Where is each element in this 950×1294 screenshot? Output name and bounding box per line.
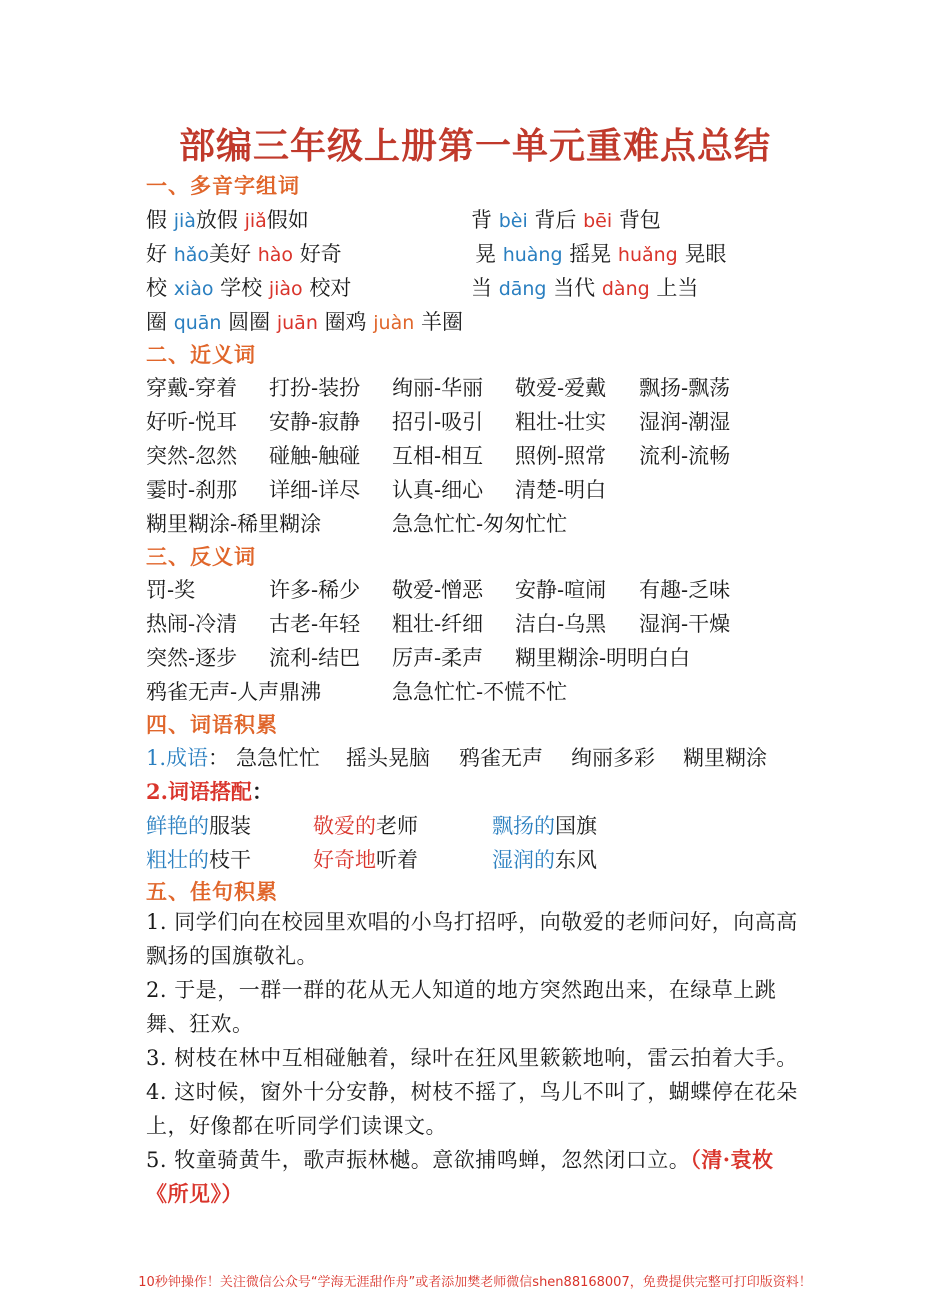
polyphone-group — [475, 238, 726, 268]
collocation-pair — [146, 844, 251, 874]
pinyin-2: bēi — [583, 210, 613, 232]
polyphone-group — [146, 204, 309, 234]
antonym-pair: 鸦雀无声-人声鼎沸 — [146, 680, 322, 704]
collocation-noun: 国旗 — [555, 814, 597, 838]
polyphone-group — [471, 204, 661, 234]
synonym-pair: 互相-相互 — [392, 444, 484, 468]
pinyin-1: xiào — [173, 278, 214, 300]
antonym-pair: 糊里糊涂-明明白白 — [515, 646, 691, 670]
idiom: 摇头晃脑 — [346, 746, 430, 770]
word-2: 假如 — [266, 208, 309, 232]
synonym-pair: 招引-吸引 — [392, 410, 484, 434]
collocation-pair — [313, 844, 418, 874]
idiom: 绚丽多彩 — [571, 746, 655, 770]
sentence-5-source: （清·袁枚《所见》） — [146, 1147, 774, 1206]
pinyin-3: juàn — [373, 312, 415, 334]
collocation-modifier: 飘扬的 — [492, 814, 555, 838]
collocation-pair — [313, 810, 418, 840]
footer-notice: 10秒钟操作！关注微信公众号“学海无涯甜作舟”或者添加樊老师微信shen88168007，免费提供完整可打印版资料！ — [138, 1275, 812, 1290]
synonym-pair: 碰触-触碰 — [269, 444, 361, 468]
synonym-pair: 突然-忽然 — [146, 444, 238, 468]
idiom: 糊里糊涂 — [683, 746, 767, 770]
synonym-pair: 急急忙忙-匆匆忙忙 — [392, 512, 568, 536]
synonym-pair: 敬爱-爱戴 — [515, 376, 607, 400]
antonym-pair: 湿润-干燥 — [639, 612, 731, 636]
word-1: 学校 — [220, 276, 263, 300]
word-2: 背包 — [618, 208, 661, 232]
pinyin-1: quān — [173, 312, 222, 334]
synonym-pair: 照例-照常 — [515, 444, 607, 468]
collocation-pair — [146, 810, 251, 840]
synonym-pair: 粗壮-壮实 — [515, 410, 607, 434]
word-1: 摇晃 — [569, 242, 612, 266]
polyphone-group — [146, 306, 463, 336]
polyphone-char: 校 — [146, 276, 167, 300]
collocation-pair — [492, 844, 597, 874]
pinyin-1: jià — [173, 210, 196, 232]
antonym-pair: 急急忙忙-不慌不忙 — [392, 680, 568, 704]
synonym-pair: 绚丽-华丽 — [392, 376, 484, 400]
synonym-pair: 湿润-潮湿 — [639, 410, 731, 434]
polyphone-char: 好 — [146, 242, 167, 266]
antonym-pair: 罚-奖 — [146, 578, 196, 602]
pinyin-2: dàng — [601, 278, 650, 300]
pinyin-2: juān — [276, 312, 318, 334]
synonym-pair: 霎时-刹那 — [146, 478, 238, 502]
sentence-5 — [146, 1143, 816, 1211]
pinyin-2: huǎng — [617, 244, 678, 266]
word-1: 放假 — [195, 208, 238, 232]
polyphone-char: 圈 — [146, 310, 167, 334]
idiom: 急急忙忙 — [236, 746, 320, 770]
collocation-modifier: 湿润的 — [492, 848, 555, 872]
pinyin-2: hào — [257, 244, 293, 266]
collocation-noun: 服装 — [209, 814, 251, 838]
polyphone-char: 背 — [471, 208, 492, 232]
pinyin-1: hǎo — [173, 244, 209, 266]
collocation-modifier: 敬爱的 — [313, 814, 376, 838]
collocation-colon: ： — [251, 779, 273, 804]
antonym-pair: 古老-年轻 — [269, 612, 361, 636]
synonym-pair: 穿戴-穿着 — [146, 376, 238, 400]
antonym-pair: 洁白-乌黑 — [515, 612, 607, 636]
collocation-modifier: 鲜艳的 — [146, 814, 209, 838]
word-2: 晃眼 — [684, 242, 727, 266]
polyphone-char: 假 — [146, 208, 167, 232]
section-heading-polyphones: 一、多音字组词 — [146, 173, 300, 198]
word-3: 羊圈 — [420, 310, 463, 334]
pinyin-1: huàng — [502, 244, 563, 266]
sentence-1: 1. 同学们向在校园里欢唱的小鸟打招呼，向敬爱的老师问好，向高高飘扬的国旗敬礼。 — [146, 910, 798, 968]
polyphone-group — [146, 272, 351, 302]
collocation-noun: 老师 — [376, 814, 418, 838]
sentence-4: 4. 这时候，窗外十分安静，树枝不摇了，鸟儿不叫了，蝴蝶停在花朵上，好像都在听同学们读课文。 — [146, 1080, 798, 1138]
sentence-2: 2. 于是，一群一群的花从无人知道的地方突然跑出来，在绿草上跳舞、狂欢。 — [146, 978, 777, 1036]
synonym-pair: 清楚-明白 — [515, 478, 607, 502]
sentence-5-text: 5. 牧童骑黄牛，歌声振林樾。意欲捕鸣蝉，忽然闭口立。 — [146, 1148, 691, 1172]
antonym-pair: 有趣-乏味 — [639, 578, 731, 602]
section-heading-sentences: 五、佳句积累 — [146, 879, 278, 904]
antonym-pair: 流利-结巴 — [269, 646, 361, 670]
polyphone-char: 当 — [471, 276, 492, 300]
collocation-noun: 听着 — [376, 848, 418, 872]
word-2: 校对 — [309, 276, 352, 300]
pinyin-2: jiào — [268, 278, 303, 300]
idiom: 鸦雀无声 — [459, 746, 543, 770]
word-2: 上当 — [656, 276, 699, 300]
word-1: 美好 — [209, 242, 251, 266]
synonym-pair: 安静-寂静 — [269, 410, 361, 434]
collocation-label — [146, 776, 273, 806]
section-heading-synonyms: 二、近义词 — [146, 342, 256, 367]
antonym-pair: 许多-稀少 — [269, 578, 361, 602]
idioms-colon: ： — [208, 746, 230, 770]
collocation-modifier: 粗壮的 — [146, 848, 209, 872]
synonym-pair: 好听-悦耳 — [146, 410, 238, 434]
collocation-pair — [492, 810, 597, 840]
idioms-label-text: 1.成语 — [146, 746, 209, 770]
collocation-label-text: 2.词语搭配 — [146, 779, 252, 804]
page-title: 部编三年级上册第一单元重难点总结 — [178, 125, 771, 167]
word-2: 圈鸡 — [324, 310, 367, 334]
collocation-modifier: 好奇地 — [313, 848, 376, 872]
section-heading-vocabulary: 四、词语积累 — [146, 712, 278, 737]
polyphone-group — [146, 238, 342, 268]
synonym-pair: 详细-详尽 — [269, 478, 361, 502]
collocation-noun: 枝干 — [209, 848, 251, 872]
pinyin-1: bèi — [498, 210, 528, 232]
sentence-3: 3. 树枝在林中互相碰触着，绿叶在狂风里簌簌地响，雷云拍着大手。 — [146, 1046, 798, 1070]
collocation-noun: 东风 — [555, 848, 597, 872]
synonym-pair: 流利-流畅 — [639, 444, 731, 468]
antonym-pair: 厉声-柔声 — [392, 646, 484, 670]
synonym-pair: 糊里糊涂-稀里糊涂 — [146, 512, 322, 536]
section-heading-antonyms: 三、反义词 — [146, 544, 256, 569]
antonym-pair: 粗壮-纤细 — [392, 612, 484, 636]
synonym-pair: 飘扬-飘荡 — [639, 376, 731, 400]
synonym-pair: 认真-细心 — [392, 478, 484, 502]
antonym-pair: 敬爱-憎恶 — [392, 578, 484, 602]
word-2: 好奇 — [299, 242, 342, 266]
antonym-pair: 突然-逐步 — [146, 646, 238, 670]
word-1: 圆圈 — [228, 310, 271, 334]
antonym-pair: 安静-喧闹 — [515, 578, 607, 602]
polyphone-group — [471, 272, 698, 302]
idioms-label — [146, 742, 229, 772]
word-1: 当代 — [553, 276, 596, 300]
word-1: 背后 — [534, 208, 577, 232]
pinyin-1: dāng — [498, 278, 547, 300]
pinyin-2: jiǎ — [244, 210, 267, 232]
polyphone-char: 晃 — [475, 242, 496, 266]
antonym-pair: 热闹-冷清 — [146, 612, 238, 636]
synonym-pair: 打扮-装扮 — [269, 376, 361, 400]
